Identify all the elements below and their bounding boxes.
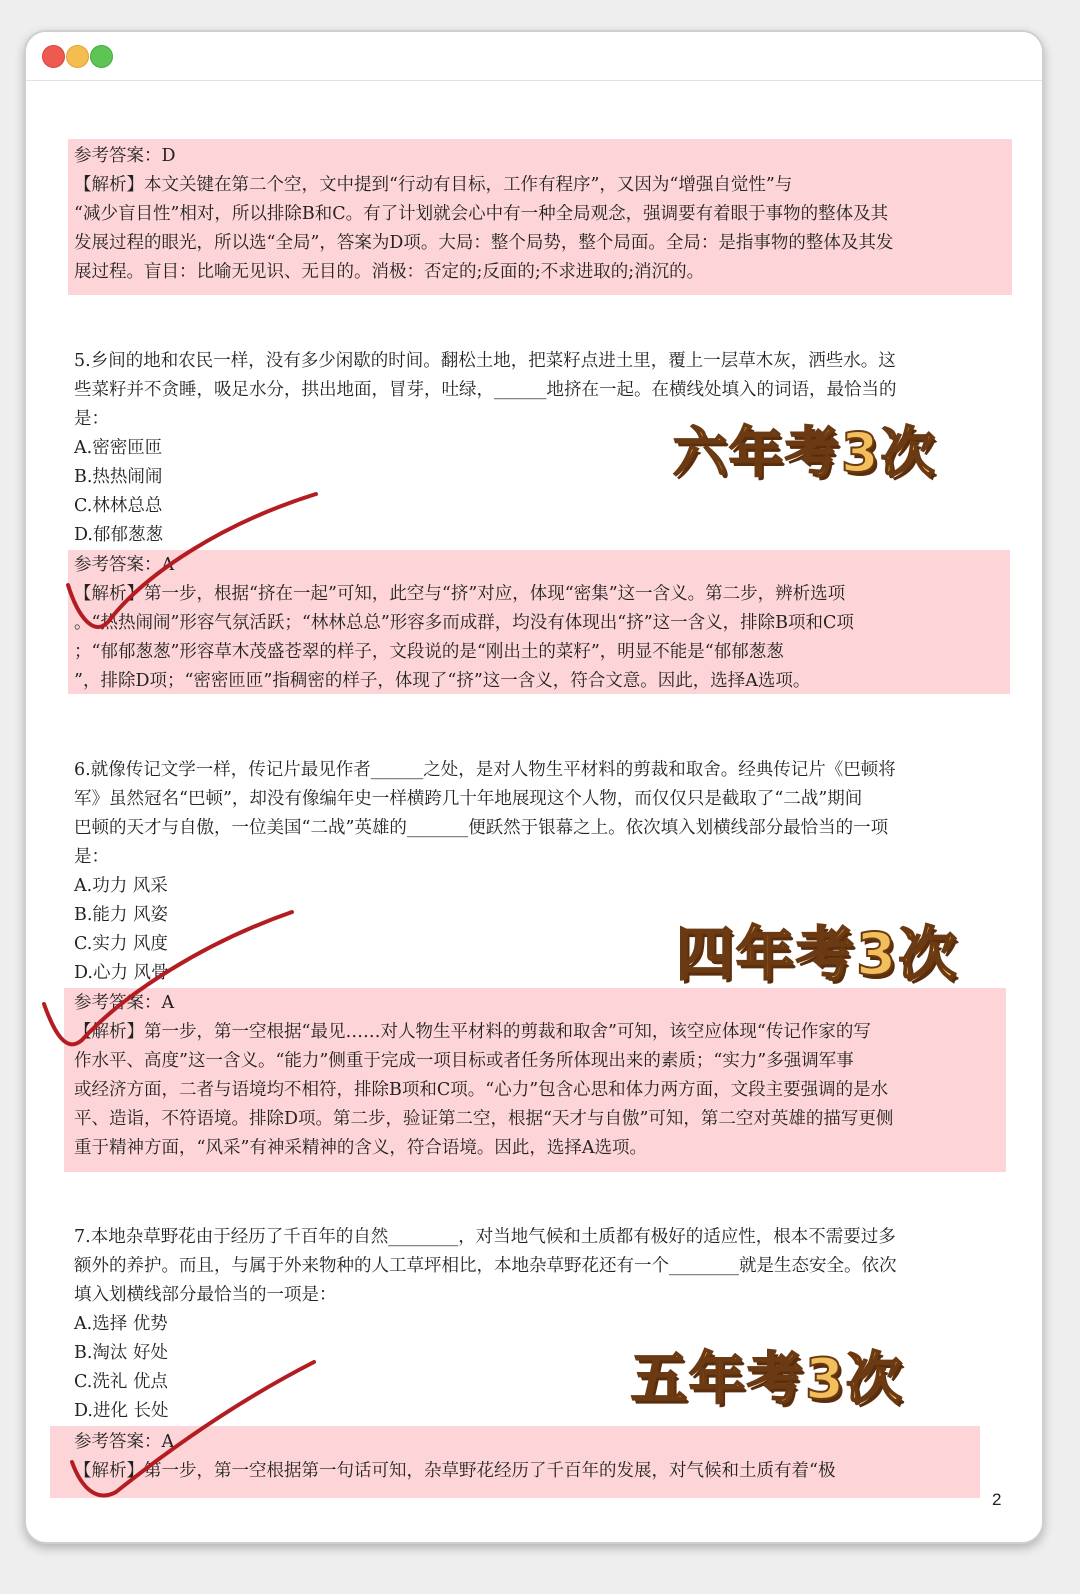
option-a: A.选择 优势 <box>74 1314 168 1334</box>
option-b: B.能力 风姿 <box>74 905 168 925</box>
question-line: 巴顿的天才与自傲，一位美国“二战”英雄的_______便跃然于银幕之上。依次填入划横线部分最恰当的一项 <box>74 818 889 838</box>
analysis-line: ；“郁郁葱葱”形容草木茂盛苍翠的样子，文段说的是“刚出土的菜籽”，明显不能是“郁郁葱葱 <box>74 642 784 662</box>
analysis-line: ”，排除D项；“密密匝匝”指稠密的样子，体现了“挤”这一含义，符合文意。因此，选择A选项。 <box>74 671 811 691</box>
answer-label: 参考答案：A <box>74 555 175 575</box>
question-line: 6.就像传记文学一样，传记片最见作者______之处，是对人物生平材料的剪裁和取舍。经典传记片《巴顿将 <box>74 760 896 780</box>
option-d: D.心力 风骨 <box>74 963 169 983</box>
option-b: B.热热闹闹 <box>74 467 163 487</box>
option-a: A.功力 风采 <box>74 876 168 896</box>
question-line: 7.本地杂草野花由于经历了千百年的自然________，对当地气候和土质都有极好的适应性，根本不需要过多 <box>74 1227 896 1247</box>
analysis-line: 【解析】第一步，第一空根据“最见……对人物生平材料的剪裁和取舍”可知，该空应体现“传记作家的写 <box>74 1022 871 1042</box>
option-a: A.密密匝匝 <box>74 438 163 458</box>
question-line: 是： <box>74 847 109 867</box>
question-line: 额外的养护。而且，与属于外来物种的人工草坪相比，本地杂草野花还有一个________就是生态安全。依次 <box>74 1256 897 1276</box>
analysis-line: 平、造诣，不符语境。排除D项。第二步，验证第二空，根据“天才与自傲”可知，第二空对英雄的描写更侧 <box>74 1109 894 1129</box>
option-d: D.郁郁葱葱 <box>74 525 163 545</box>
answer-label: 参考答案：A <box>74 1432 175 1452</box>
analysis-line: 。“热热闹闹”形容气氛活跃；“林林总总”形容多而成群，均没有体现出“挤”这一含义，排除B项和C项 <box>74 613 854 633</box>
q7-frequency-stamp: 五年考3次 <box>631 1347 904 1412</box>
answer-label: 参考答案：A <box>74 993 175 1013</box>
analysis-line: 作水平、高度”这一含义。“能力”侧重于完成一项目标或者任务所体现出来的素质；“实力”多强调军事 <box>74 1051 854 1071</box>
page-content <box>26 32 1042 1542</box>
page-number: 2 <box>992 1490 1002 1509</box>
question-line: 是： <box>74 409 109 429</box>
analysis-line: “减少盲目性”相对，所以排除B和C。有了计划就会心中有一种全局观念，强调要有着眼于事物的整体及其 <box>74 204 889 224</box>
analysis-line: 【解析】本文关键在第二个空，文中提到“行动有目标，工作有程序”，又因为“增强自觉性”与 <box>74 175 793 195</box>
analysis-line: 发展过程的眼光，所以选“全局”，答案为D项。大局：整个局势，整个局面。全局：是指事物的整体及其发 <box>74 233 894 253</box>
question-line: 些菜籽并不贪睡，吸足水分，拱出地面，冒芽，吐绿，______地挤在一起。在横线处填入的词语，最恰当的 <box>74 380 897 400</box>
analysis-line: 重于精神方面，“风采”有神采精神的含义，符合语境。因此，选择A选项。 <box>74 1138 648 1158</box>
question-line: 军》虽然冠名“巴顿”，却没有像编年史一样横跨几十年地展现这个人物，而仅仅只是截取了“二战”期间 <box>74 789 863 809</box>
analysis-line: 【解析】第一步，根据“挤在一起”可知，此空与“挤”对应，体现“密集”这一含义。第二步，辨析选项 <box>74 584 846 604</box>
analysis-line: 【解析】第一步，第一空根据第一句话可知，杂草野花经历了千百年的发展，对气候和土质有着“极 <box>74 1461 836 1481</box>
analysis-line: 或经济方面，二者与语境均不相符，排除B项和C项。“心力”包含心思和体力两方面，文段主要强调的是水 <box>74 1080 889 1100</box>
option-c: C.洗礼 优点 <box>74 1372 168 1392</box>
answer-label: 参考答案：D <box>74 146 176 166</box>
q5-frequency-stamp: 六年考3次 <box>673 421 937 484</box>
option-d: D.进化 长处 <box>74 1401 169 1421</box>
analysis-line: 展过程。盲目：比喻无见识、无目的。消极：否定的;反面的;不求进取的;消沉的。 <box>74 262 705 282</box>
question-line: 5.乡间的地和农民一样，没有多少闲歇的时间。翻松土地，把菜籽点进土里，覆上一层草木灰，洒些水。这 <box>74 351 896 371</box>
document-window <box>24 30 1044 1544</box>
q6-frequency-stamp: 四年考3次 <box>676 920 959 988</box>
option-c: C.林林总总 <box>74 496 163 516</box>
question-line: 填入划横线部分最恰当的一项是： <box>74 1285 337 1305</box>
q7-check-mark <box>26 32 1042 1542</box>
option-b: B.淘汰 好处 <box>74 1343 168 1363</box>
option-c: C.实力 风度 <box>74 934 168 954</box>
